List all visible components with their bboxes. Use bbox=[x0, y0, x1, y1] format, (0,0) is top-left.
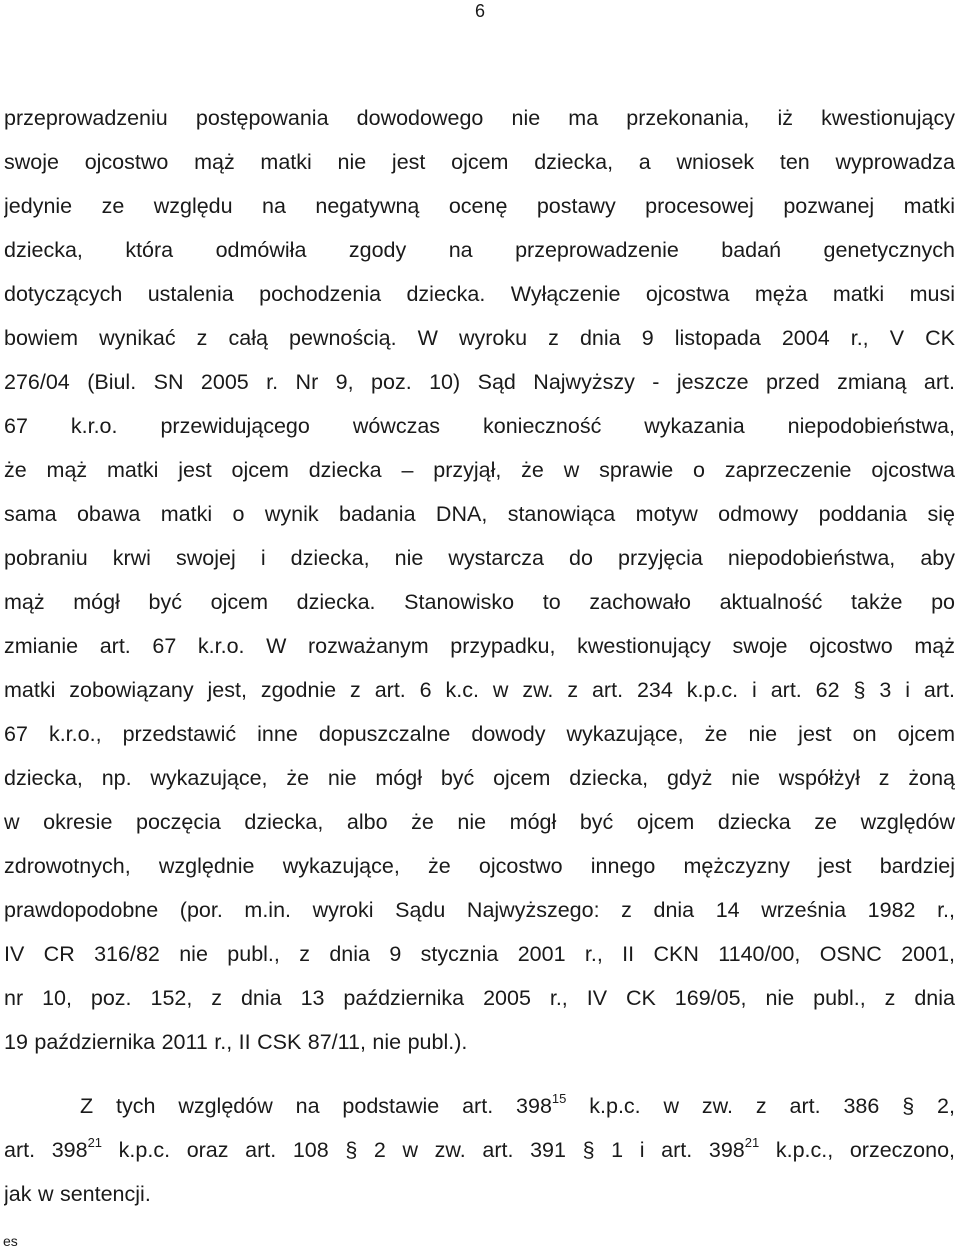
text-line: nr 10, poz. 152, z dnia 13 października 2005 r., IV CK 169/05, nie publ., z dnia bbox=[4, 986, 955, 1010]
paragraph-ruling-basis bbox=[4, 1084, 955, 1216]
paragraph-reasoning bbox=[4, 96, 955, 1064]
text-line: mąż mógł być ojcem dziecka. Stanowisko to zachowało aktualność także po bbox=[4, 590, 955, 614]
text-line: że mąż matki jest ojcem dziecka – przyjął, że w sprawie o zaprzeczenie ojcostwa bbox=[4, 458, 955, 482]
text-line: 19 października 2011 r., II CSK 87/11, nie publ.). bbox=[4, 1030, 468, 1054]
text-fragment: k.p.c. oraz art. 108 § 2 w zw. art. 391 § 1 i art. 398 bbox=[102, 1138, 745, 1162]
page-number: 6 bbox=[474, 1, 485, 21]
text-line: przeprowadzeniu postępowania dowodowego nie ma przekonania, iż kwestionujący bbox=[4, 106, 955, 130]
text-line: pobraniu krwi swojej i dziecka, nie wystarcza do przyjęcia niepodobieństwa, aby bbox=[4, 546, 955, 570]
text-line bbox=[4, 1128, 955, 1172]
footer-initials: es bbox=[3, 1233, 18, 1249]
superscript: 21 bbox=[87, 1135, 103, 1150]
text-line: jedynie ze względu na negatywną ocenę postawy procesowej pozwanej matki bbox=[4, 194, 955, 218]
paragraph-gap bbox=[4, 1064, 955, 1084]
text-line: w okresie poczęcia dziecka, albo że nie mógł być ojcem dziecka ze względów bbox=[4, 810, 955, 834]
text-line: dotyczących ustalenia pochodzenia dziecka. Wyłączenie ojcostwa męża matki musi bbox=[4, 282, 955, 306]
text-line: zmianie art. 67 k.r.o. W rozważanym przypadku, kwestionujący swoje ojcostwo mąż bbox=[4, 634, 955, 658]
text-line: IV CR 316/82 nie publ., z dnia 9 stycznia 2001 r., II CKN 1140/00, OSNC 2001, bbox=[4, 942, 955, 966]
text-line: swoje ojcostwo mąż matki nie jest ojcem dziecka, a wniosek ten wyprowadza bbox=[4, 150, 955, 174]
text-line: prawdopodobne (por. m.in. wyroki Sądu Najwyższego: z dnia 14 września 1982 r., bbox=[4, 898, 955, 922]
text-line: dziecka, która odmówiła zgody na przeprowadzenie badań genetycznych bbox=[4, 238, 955, 262]
text-line: dziecka, np. wykazujące, że nie mógł być ojcem dziecka, gdyż nie współżył z żoną bbox=[4, 766, 955, 790]
text-line: 67 k.r.o. przewidującego wówczas konieczność wykazania niepodobieństwa, bbox=[4, 414, 955, 438]
text-fragment: art. 398 bbox=[4, 1138, 88, 1162]
text-line: bowiem wynikać z całą pewnością. W wyroku z dnia 9 listopada 2004 r., V CK bbox=[4, 326, 955, 350]
text-line: 276/04 (Biul. SN 2005 r. Nr 9, poz. 10) Sąd Najwyższy - jeszcze przed zmianą art. bbox=[4, 370, 955, 394]
text-fragment: Z tych względów na podstawie art. 398 bbox=[80, 1094, 552, 1118]
text-line: sama obawa matki o wynik badania DNA, stanowiąca motyw odmowy poddania się bbox=[4, 502, 955, 526]
text-line: jak w sentencji. bbox=[4, 1182, 151, 1206]
superscript: 15 bbox=[551, 1091, 567, 1106]
text-line: 67 k.r.o., przedstawić inne dopuszczalne dowody wykazujące, że nie jest on ojcem bbox=[4, 722, 955, 746]
text-fragment: k.p.c. w zw. z art. 386 § 2, bbox=[566, 1094, 955, 1118]
text-line bbox=[4, 1084, 955, 1128]
document-body bbox=[4, 96, 955, 1216]
superscript: 21 bbox=[744, 1135, 760, 1150]
text-line: matki zobowiązany jest, zgodnie z art. 6 k.c. w zw. z art. 234 k.p.c. i art. 62 § 3 i art. bbox=[4, 678, 955, 702]
text-fragment: k.p.c., orzeczono, bbox=[759, 1138, 955, 1162]
text-line: zdrowotnych, względnie wykazujące, że ojcostwo innego mężczyzny jest bardziej bbox=[4, 854, 955, 878]
